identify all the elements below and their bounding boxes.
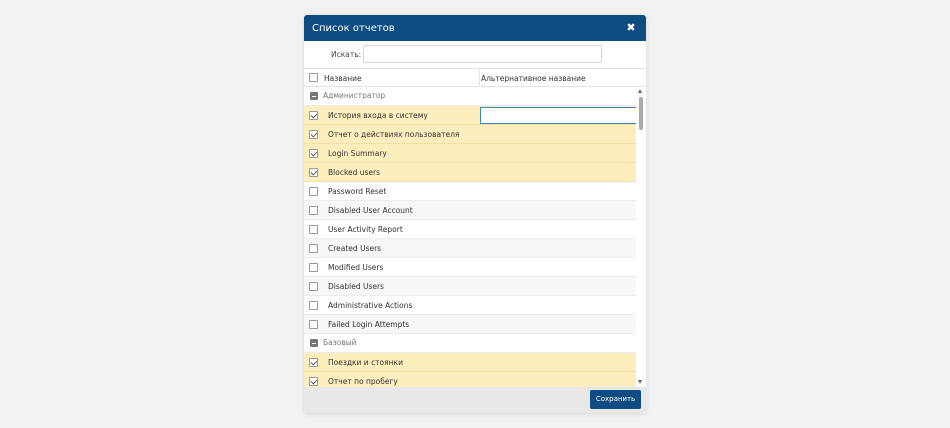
list-item[interactable] xyxy=(304,125,636,144)
item-label: Created Users xyxy=(328,244,382,253)
list-item[interactable] xyxy=(304,106,636,125)
list-item[interactable] xyxy=(304,277,636,296)
column-separator[interactable] xyxy=(479,69,480,87)
item-checkbox[interactable] xyxy=(309,263,318,272)
search-row xyxy=(304,41,646,68)
item-label: Blocked users xyxy=(328,168,381,177)
table-header xyxy=(304,68,646,87)
report-list xyxy=(304,87,646,387)
item-checkbox[interactable] xyxy=(309,358,318,367)
alt-name-input[interactable] xyxy=(480,107,637,124)
list-item[interactable] xyxy=(304,372,636,387)
close-icon[interactable]: ✖ xyxy=(626,21,636,34)
item-checkbox[interactable] xyxy=(309,168,318,177)
item-label: Administrative Actions xyxy=(328,301,413,310)
collapse-icon[interactable] xyxy=(310,92,318,100)
item-label: Failed Login Attempts xyxy=(328,320,410,329)
list-item[interactable] xyxy=(304,315,636,334)
item-checkbox[interactable] xyxy=(309,130,318,139)
item-checkbox[interactable] xyxy=(309,149,318,158)
dialog-footer xyxy=(304,387,646,413)
list-item[interactable] xyxy=(304,220,636,239)
list-item[interactable] xyxy=(304,163,636,182)
column-header-name[interactable]: Название xyxy=(324,74,362,83)
item-checkbox[interactable] xyxy=(309,225,318,234)
item-label: История входа в систему xyxy=(328,111,428,120)
item-checkbox[interactable] xyxy=(309,244,318,253)
save-button[interactable]: Сохранить xyxy=(590,390,641,409)
list-item[interactable] xyxy=(304,144,636,163)
item-label: Modified Users xyxy=(328,263,384,272)
group-row-administrator[interactable] xyxy=(304,87,636,106)
scroll-down-icon[interactable] xyxy=(638,380,642,384)
list-item[interactable] xyxy=(304,258,636,277)
item-checkbox[interactable] xyxy=(309,206,318,215)
collapse-icon[interactable] xyxy=(310,339,318,347)
item-label: Disabled User Account xyxy=(328,206,413,215)
item-label: Login Summary xyxy=(328,149,387,158)
list-item[interactable] xyxy=(304,239,636,258)
item-label: Поездки и стоянки xyxy=(328,358,403,367)
item-label: Отчет по пробегу xyxy=(328,377,398,386)
item-checkbox[interactable] xyxy=(309,111,318,120)
group-label: Администратор xyxy=(323,91,386,100)
select-all-checkbox[interactable] xyxy=(309,73,318,82)
list-item[interactable] xyxy=(304,201,636,220)
item-label: Отчет о действиях пользователя xyxy=(328,130,460,139)
dialog-header xyxy=(304,15,646,41)
search-input[interactable] xyxy=(363,45,602,63)
item-checkbox[interactable] xyxy=(309,187,318,196)
item-checkbox[interactable] xyxy=(309,301,318,310)
item-checkbox[interactable] xyxy=(309,377,318,386)
item-label: User Activity Report xyxy=(328,225,403,234)
reports-dialog xyxy=(304,15,646,413)
group-label: Базовый xyxy=(323,338,357,347)
list-item[interactable] xyxy=(304,296,636,315)
dialog-title: Список отчетов xyxy=(312,23,395,34)
item-label: Password Reset xyxy=(328,187,387,196)
group-row-basic[interactable] xyxy=(304,334,636,353)
column-header-alt-name[interactable]: Альтернативное название xyxy=(481,74,586,83)
search-label: Искать: xyxy=(331,50,362,59)
scrollbar-thumb[interactable] xyxy=(639,97,643,130)
item-checkbox[interactable] xyxy=(309,320,318,329)
item-checkbox[interactable] xyxy=(309,282,318,291)
list-item[interactable] xyxy=(304,353,636,372)
item-label: Disabled Users xyxy=(328,282,384,291)
list-item[interactable] xyxy=(304,182,636,201)
vertical-scrollbar[interactable] xyxy=(636,87,646,387)
scroll-up-icon[interactable] xyxy=(638,89,642,93)
